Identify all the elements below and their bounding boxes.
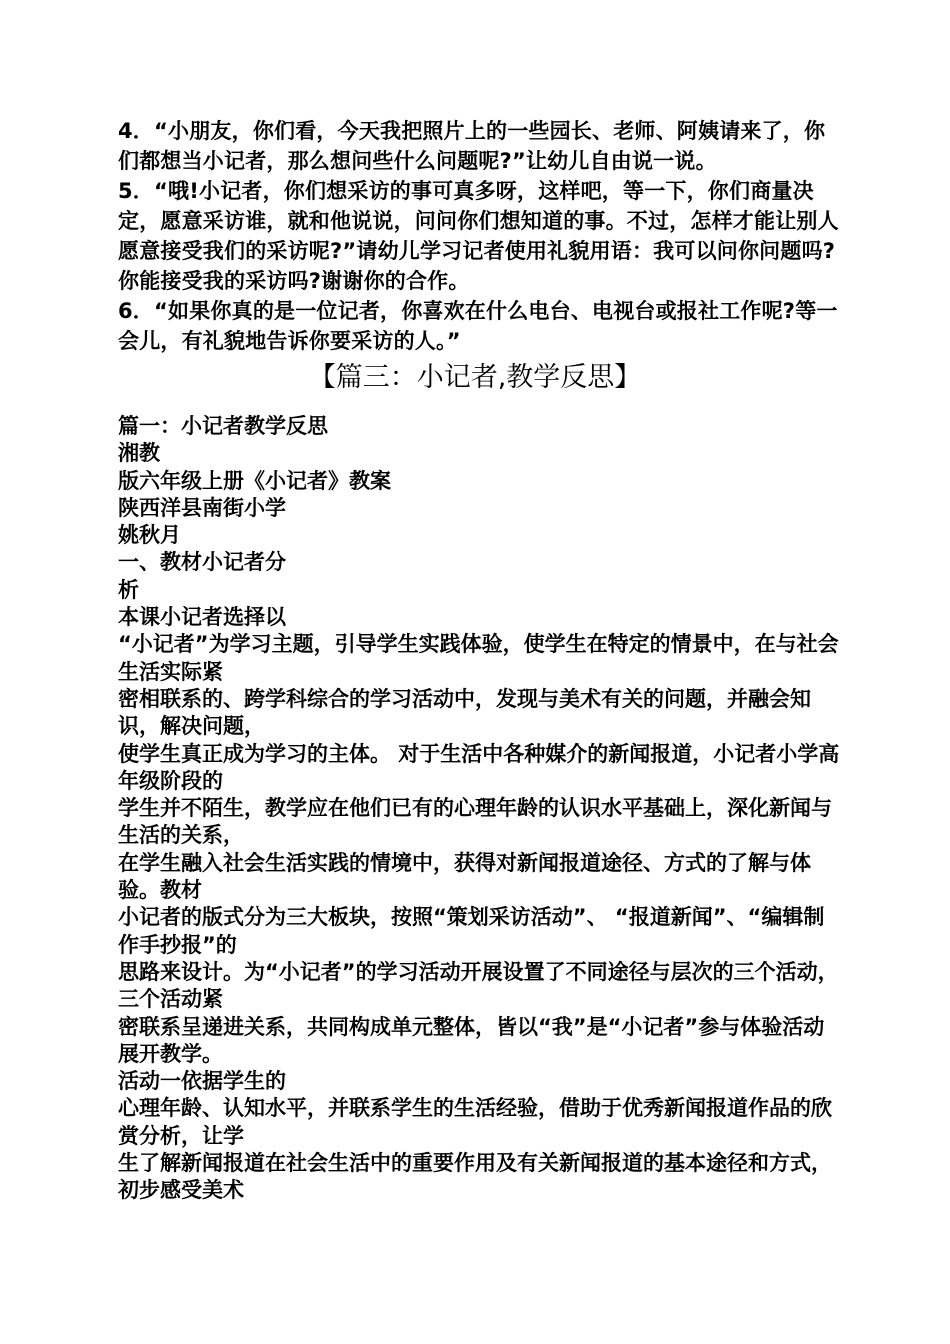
body-line: 学生并不陌生，教学应在他们已有的心理年龄的认识水平基础上，深化新闻与生活的关系， (118, 796, 832, 848)
body-line: 生了解新闻报道在社会生活中的重要作用及有关新闻报道的基本途径和方式，初步感受美术 (118, 1151, 832, 1203)
body-line: 心理年龄、认知水平，并联系学生的生活经验，借助于优秀新闻报道作品的欣赏分析，让学 (118, 1096, 832, 1148)
body-line: 一、教材小记者分 (118, 550, 286, 575)
activity-steps (118, 116, 840, 356)
body-line: 析 (118, 577, 139, 602)
body-line: 小记者的版式分为三大板块，按照“策划采访活动”、 “报道新闻”、“编辑制作手抄报”的 (118, 905, 825, 957)
body-line: 活动一依据学生的 (118, 1069, 286, 1094)
step-6-paragraph: 6．“如果你真的是一位记者，你喜欢在什么电台、电视台或报社工作呢?等一会儿，有礼貌地告诉你要采访的人。” (118, 299, 838, 353)
body-line: 陕西洋县南街小学 (118, 495, 286, 520)
body-line: 使学生真正成为学习的主体。 对于生活中各种媒介的新闻报道，小记者小学高年级阶段的 (118, 741, 840, 793)
body-line: 密联系呈递进关系，共同构成单元整体，皆以“我”是“小记者”参与体验活动展开教学。 (118, 1014, 825, 1066)
body-line: 在学生融入社会生活实践的情境中，获得对新闻报道途径、方式的了解与体验。教材 (118, 850, 811, 903)
step-4-paragraph: 4．“小朋友，你们看，今天我把照片上的一些园长、老师、阿姨请来了，你们都想当小记者，那么想问些什么问题呢?”让幼儿自由说一说。 (118, 119, 826, 173)
body-line: 版六年级上册《小记者》教案 (118, 468, 391, 493)
body-line: “小记者”为学习主题，引导学生实践体验，使学生在特定的情景中，在与社会生活实际紧 (118, 632, 839, 684)
body-line: 密相联系的、跨学科综合的学习活动中，发现与美术有关的问题，并融会知识，解决问题， (118, 686, 811, 739)
body-line: 思路来设计。为“小记者”的学习活动开展设置了不同途径与层次的三个活动，三个活动紧 (118, 959, 839, 1012)
body-line: 本课小记者选择以 (118, 605, 286, 630)
section-heading: 【篇三：小记者,教学反思】 (308, 362, 642, 393)
body-line: 篇一：小记者教学反思 (118, 414, 328, 438)
body-line: 湘教 (118, 441, 160, 466)
step-5-paragraph: 5．“哦!小记者，你们想采访的事可真多呀，这样吧，等一下，你们商量决定，愿意采访谁，就和他说说，问问你们想知道的事。不过，怎样才能让别人愿意接受我们的采访呢?”请幼儿学习记者使用礼貌用语：我可以问你问题吗?你能接受我的采访吗?谢谢你的合作。 (118, 179, 839, 293)
body-line: 姚秋月 (118, 523, 181, 548)
lesson-plan-body (118, 413, 844, 1205)
